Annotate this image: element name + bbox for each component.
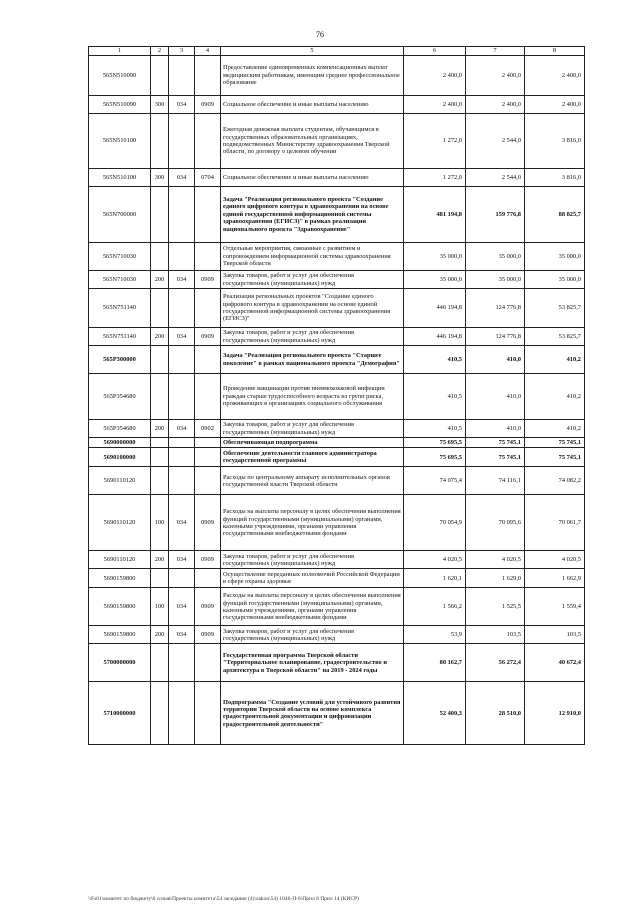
row-admin — [169, 467, 195, 495]
row-section — [195, 187, 221, 243]
column-header: 7 — [466, 47, 525, 56]
row-kvr — [151, 187, 169, 243]
row-admin — [169, 569, 195, 588]
row-value-2024: 4 020,5 — [525, 551, 585, 569]
row-admin — [169, 438, 195, 448]
table-row — [89, 56, 585, 96]
row-section: 0909 — [195, 626, 221, 644]
row-code: 5690110120 — [89, 495, 151, 551]
row-description: Государственная программа Тверской области "Территориальное планирование, градостроительство и архитектура в Тверской области" на 2019 - 2024 годы — [221, 644, 404, 682]
table-row — [89, 495, 585, 551]
row-kvr — [151, 243, 169, 271]
row-value-2022: 35 000,0 — [404, 243, 466, 271]
row-section — [195, 569, 221, 588]
table-row — [89, 169, 585, 187]
row-value-2024: 12 910,0 — [525, 682, 585, 745]
row-section: 0909 — [195, 551, 221, 569]
header-row — [89, 47, 585, 56]
row-description: Социальное обеспечение и иные выплаты населению — [221, 169, 404, 187]
row-section: 0909 — [195, 588, 221, 626]
table-row — [89, 346, 585, 374]
row-kvr — [151, 467, 169, 495]
table-row — [89, 551, 585, 569]
column-header: 8 — [525, 47, 585, 56]
row-code: 565N710030 — [89, 271, 151, 289]
row-value-2024: 35 000,0 — [525, 243, 585, 271]
row-code: 5690159800 — [89, 569, 151, 588]
table-row — [89, 448, 585, 467]
row-description: Задача "Реализация регионального проекта "Старшее поколение" в рамках национального проекта "Демография" — [221, 346, 404, 374]
row-section — [195, 243, 221, 271]
column-header: 2 — [151, 47, 169, 56]
budget-table — [88, 46, 585, 745]
row-value-2022: 446 194,8 — [404, 328, 466, 346]
row-code: 565N510090 — [89, 56, 151, 96]
row-admin — [169, 243, 195, 271]
row-description: Закупка товаров, работ и услуг для обеспечения государственных (муниципальных) нужд — [221, 328, 404, 346]
row-value-2023: 35 000,0 — [466, 271, 525, 289]
row-value-2024: 410,2 — [525, 346, 585, 374]
row-admin: 034 — [169, 626, 195, 644]
row-kvr: 200 — [151, 626, 169, 644]
row-section — [195, 467, 221, 495]
row-admin — [169, 289, 195, 328]
table-row — [89, 374, 585, 420]
row-value-2023: 74 116,1 — [466, 467, 525, 495]
row-code: 5690100000 — [89, 448, 151, 467]
row-description: Расходы на выплаты персоналу в целях обеспечения выполнения функций государственными (муниципальными) органами, казенными учреждениями, органами управления государственными внебюджетными фондами — [221, 588, 404, 626]
row-kvr — [151, 644, 169, 682]
row-kvr: 300 — [151, 96, 169, 114]
table-body — [89, 56, 585, 745]
row-description: Предоставление единовременных компенсационных выплат медицинским работникам, имеющим среднее профессиональное образование — [221, 56, 404, 96]
table-row — [89, 644, 585, 682]
row-value-2023: 1 629,0 — [466, 569, 525, 588]
row-code: 565P300000 — [89, 346, 151, 374]
row-value-2023: 2 544,0 — [466, 114, 525, 169]
row-value-2024: 2 400,0 — [525, 96, 585, 114]
row-value-2024: 53 825,7 — [525, 328, 585, 346]
row-value-2024: 1 662,9 — [525, 569, 585, 588]
row-admin: 034 — [169, 96, 195, 114]
row-value-2023: 124 776,8 — [466, 289, 525, 328]
row-description: Закупка товаров, работ и услуг для обеспечения государственных (муниципальных) нужд — [221, 420, 404, 438]
row-admin — [169, 644, 195, 682]
table-row — [89, 289, 585, 328]
row-value-2023: 2 400,0 — [466, 96, 525, 114]
row-code: 565N751140 — [89, 289, 151, 328]
row-admin: 034 — [169, 588, 195, 626]
row-value-2024: 75 745,1 — [525, 438, 585, 448]
row-kvr — [151, 346, 169, 374]
row-value-2022: 410,5 — [404, 374, 466, 420]
row-description: Проведение вакцинации против пневмококковой инфекции граждан старше трудоспособного возраста из групп риска, проживающих в организациях социального обслуживания — [221, 374, 404, 420]
row-section — [195, 374, 221, 420]
row-value-2024: 75 745,1 — [525, 448, 585, 467]
row-description: Ежегодная денежная выплата студентам, обучающимся в государственных образовательных организациях, подведомственных Министерству здравоохранения Тверской области, по договору о целевом обучении — [221, 114, 404, 169]
row-description: Расходы по центральному аппарату исполнительных органов государственной власти Тверской области — [221, 467, 404, 495]
row-value-2022: 53,9 — [404, 626, 466, 644]
row-value-2024: 2 400,0 — [525, 56, 585, 96]
row-admin — [169, 56, 195, 96]
row-code: 5690159800 — [89, 626, 151, 644]
row-value-2023: 4 020,5 — [466, 551, 525, 569]
row-code: 565N700000 — [89, 187, 151, 243]
row-description: Обеспечивающая подпрограмма — [221, 438, 404, 448]
row-value-2023: 410,0 — [466, 420, 525, 438]
row-value-2022: 75 695,5 — [404, 448, 466, 467]
row-code: 5690110120 — [89, 467, 151, 495]
row-code: 565P354680 — [89, 374, 151, 420]
row-admin — [169, 374, 195, 420]
row-code: 5690000000 — [89, 438, 151, 448]
table-row — [89, 569, 585, 588]
row-code: 565N510090 — [89, 96, 151, 114]
table-row — [89, 271, 585, 289]
row-section — [195, 644, 221, 682]
row-value-2023: 2 400,0 — [466, 56, 525, 96]
row-admin — [169, 114, 195, 169]
row-admin: 034 — [169, 495, 195, 551]
row-value-2022: 481 194,8 — [404, 187, 466, 243]
row-value-2022: 2 400,0 — [404, 56, 466, 96]
row-code: 5690110120 — [89, 551, 151, 569]
row-value-2023: 1 525,5 — [466, 588, 525, 626]
row-value-2023: 70 095,6 — [466, 495, 525, 551]
row-value-2022: 70 054,9 — [404, 495, 466, 551]
row-code: 565N710030 — [89, 243, 151, 271]
row-section: 0909 — [195, 271, 221, 289]
row-section — [195, 114, 221, 169]
row-admin — [169, 187, 195, 243]
row-admin: 034 — [169, 328, 195, 346]
column-header: 6 — [404, 47, 466, 56]
row-section: 0909 — [195, 495, 221, 551]
table-row — [89, 467, 585, 495]
table-row — [89, 96, 585, 114]
row-value-2024: 53 825,7 — [525, 289, 585, 328]
row-value-2023: 159 776,8 — [466, 187, 525, 243]
table-row — [89, 420, 585, 438]
row-section: 0909 — [195, 328, 221, 346]
row-kvr — [151, 682, 169, 745]
row-value-2024: 103,5 — [525, 626, 585, 644]
row-kvr — [151, 438, 169, 448]
row-kvr: 200 — [151, 328, 169, 346]
row-value-2022: 80 162,7 — [404, 644, 466, 682]
row-description: Социальное обеспечение и иные выплаты населению — [221, 96, 404, 114]
row-description: Закупка товаров, работ и услуг для обеспечения государственных (муниципальных) нужд — [221, 271, 404, 289]
row-kvr: 300 — [151, 169, 169, 187]
row-section: 0902 — [195, 420, 221, 438]
row-value-2024: 70 061,7 — [525, 495, 585, 551]
row-value-2023: 2 544,0 — [466, 169, 525, 187]
row-description: Задача "Реализация регионального проекта "Создание единого цифрового контура в здравоохранении на основе единой государственной информационной системы здравоохранения (ЕГИСЗ)" в рамках реализации национального проекта "Здравоохранение" — [221, 187, 404, 243]
row-code: 565N510100 — [89, 169, 151, 187]
row-code: 5700000000 — [89, 644, 151, 682]
row-description: Расходы на выплаты персоналу в целях обеспечения выполнения функций государственными (муниципальными) органами, казенными учреждениями, органами управления государственными внебюджетными фондами — [221, 495, 404, 551]
row-code: 565P354680 — [89, 420, 151, 438]
table-row — [89, 588, 585, 626]
row-admin — [169, 346, 195, 374]
row-value-2022: 410,5 — [404, 346, 466, 374]
row-value-2022: 446 194,8 — [404, 289, 466, 328]
row-value-2024: 3 816,0 — [525, 169, 585, 187]
row-code: 5690159800 — [89, 588, 151, 626]
row-value-2024: 74 082,2 — [525, 467, 585, 495]
row-value-2024: 1 559,4 — [525, 588, 585, 626]
row-section — [195, 289, 221, 328]
row-value-2022: 52 400,3 — [404, 682, 466, 745]
row-section — [195, 438, 221, 448]
table-row — [89, 114, 585, 169]
row-value-2023: 35 000,0 — [466, 243, 525, 271]
row-admin — [169, 448, 195, 467]
file-path-footer: \\Fs01\комитет по бюджету\6 созыв\Проекты комитета\54 заседание (4)\zakon\54) 1046-П-6\Прил 8 Прил 14 (КИСР) — [88, 896, 359, 902]
row-kvr: 100 — [151, 588, 169, 626]
row-section — [195, 448, 221, 467]
row-value-2022: 2 400,0 — [404, 96, 466, 114]
row-code: 565N510100 — [89, 114, 151, 169]
row-value-2022: 74 075,4 — [404, 467, 466, 495]
table-row — [89, 243, 585, 271]
page-number: 76 — [316, 30, 324, 39]
row-value-2022: 75 695,5 — [404, 438, 466, 448]
row-code: 5710000000 — [89, 682, 151, 745]
row-kvr: 100 — [151, 495, 169, 551]
row-description: Реализация региональных проектов "Создание единого цифрового контура в здравоохранении на основе единой государственной информационной системы здравоохранения (ЕГИСЗ)" — [221, 289, 404, 328]
row-kvr — [151, 56, 169, 96]
row-code: 565N751140 — [89, 328, 151, 346]
table-row — [89, 438, 585, 448]
row-kvr — [151, 289, 169, 328]
row-value-2022: 1 566,2 — [404, 588, 466, 626]
row-kvr — [151, 448, 169, 467]
row-value-2023: 410,0 — [466, 346, 525, 374]
row-value-2022: 35 000,0 — [404, 271, 466, 289]
row-description: Закупка товаров, работ и услуг для обеспечения государственных (муниципальных) нужд — [221, 626, 404, 644]
row-kvr — [151, 569, 169, 588]
row-value-2022: 1 620,1 — [404, 569, 466, 588]
row-description: Подпрограмма "Создание условий для устойчивого развития территории Тверской области на основе комплекса градостроительной документации и цифровизации градостроительной деятельности" — [221, 682, 404, 745]
table-row — [89, 626, 585, 644]
row-section: 0704 — [195, 169, 221, 187]
row-admin: 034 — [169, 551, 195, 569]
row-kvr: 200 — [151, 551, 169, 569]
row-value-2024: 35 000,0 — [525, 271, 585, 289]
row-section — [195, 682, 221, 745]
row-value-2023: 56 272,4 — [466, 644, 525, 682]
row-value-2023: 124 776,8 — [466, 328, 525, 346]
row-value-2022: 4 020,5 — [404, 551, 466, 569]
row-section — [195, 346, 221, 374]
row-value-2023: 103,5 — [466, 626, 525, 644]
table-row — [89, 682, 585, 745]
row-kvr — [151, 374, 169, 420]
column-header: 4 — [195, 47, 221, 56]
row-kvr — [151, 114, 169, 169]
row-value-2024: 3 816,0 — [525, 114, 585, 169]
row-description: Закупка товаров, работ и услуг для обеспечения государственных (муниципальных) нужд — [221, 551, 404, 569]
row-value-2024: 410,2 — [525, 420, 585, 438]
column-header: 3 — [169, 47, 195, 56]
row-value-2022: 1 272,0 — [404, 114, 466, 169]
row-value-2023: 75 745,1 — [466, 438, 525, 448]
row-description: Обеспечение деятельности главного администратора государственной программы — [221, 448, 404, 467]
row-value-2024: 40 672,4 — [525, 644, 585, 682]
row-section — [195, 56, 221, 96]
row-admin — [169, 682, 195, 745]
row-kvr: 200 — [151, 271, 169, 289]
row-section: 0909 — [195, 96, 221, 114]
row-value-2022: 410,5 — [404, 420, 466, 438]
row-value-2023: 75 745,1 — [466, 448, 525, 467]
row-value-2022: 1 272,0 — [404, 169, 466, 187]
row-value-2024: 88 825,7 — [525, 187, 585, 243]
row-admin: 034 — [169, 271, 195, 289]
row-admin: 034 — [169, 169, 195, 187]
row-value-2023: 28 510,0 — [466, 682, 525, 745]
table-row — [89, 187, 585, 243]
row-description: Осуществление переданных полномочий Российской Федерации в сфере охраны здоровья — [221, 569, 404, 588]
row-value-2023: 410,0 — [466, 374, 525, 420]
row-admin: 034 — [169, 420, 195, 438]
table-row — [89, 328, 585, 346]
row-kvr: 200 — [151, 420, 169, 438]
row-value-2024: 410,2 — [525, 374, 585, 420]
column-header: 1 — [89, 47, 151, 56]
column-header: 5 — [221, 47, 404, 56]
row-description: Отдельные мероприятия, связанные с развитием и сопровождением информационной системы здравоохранения Тверской области — [221, 243, 404, 271]
